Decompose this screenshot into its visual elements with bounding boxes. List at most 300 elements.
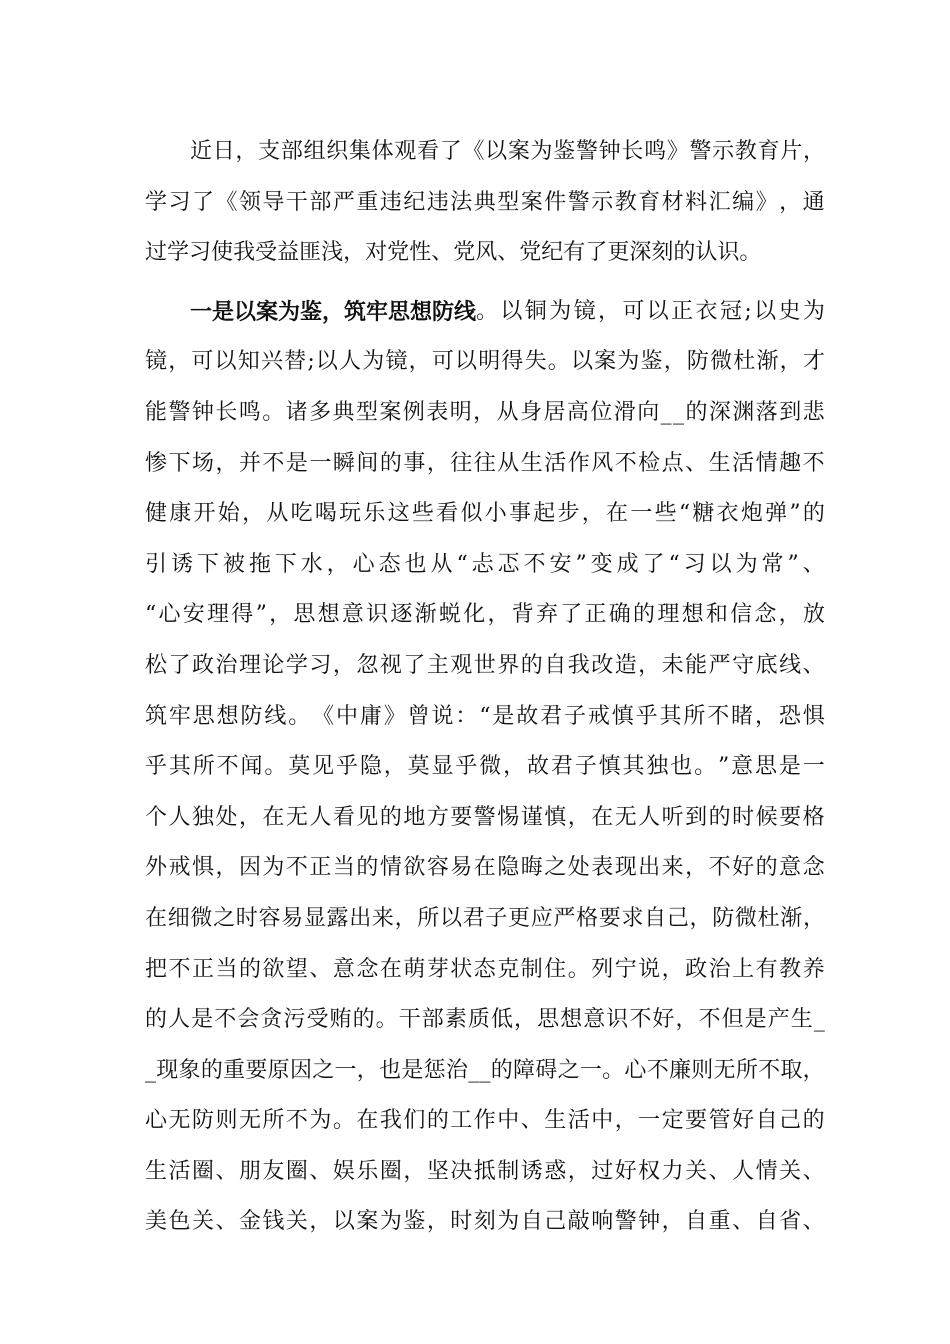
text-char: ： bbox=[455, 703, 478, 729]
text-char: 。 bbox=[262, 399, 285, 425]
text-char: 忽 bbox=[356, 652, 379, 678]
text-char: 态 bbox=[473, 956, 496, 982]
text-char: 为 bbox=[802, 298, 825, 324]
text-char: 作 bbox=[567, 450, 590, 476]
text-char: 底 bbox=[755, 652, 778, 678]
text-char: 居 bbox=[543, 399, 566, 425]
text-char: 引 bbox=[145, 551, 168, 577]
text-char: 。 bbox=[567, 956, 590, 982]
text-char: 也 bbox=[379, 1057, 402, 1083]
text-char: 其 bbox=[622, 754, 645, 780]
text-char: ， bbox=[661, 1209, 684, 1235]
text-char: 线 bbox=[779, 652, 802, 678]
document-body bbox=[145, 127, 825, 1248]
text-char: 鉴 bbox=[553, 139, 576, 164]
text-char: 是 bbox=[285, 450, 308, 476]
text-char: 心 bbox=[352, 551, 375, 577]
text-char: 的 bbox=[755, 855, 778, 881]
text-char: 不 bbox=[802, 450, 825, 476]
text-char: 镜 bbox=[385, 349, 408, 375]
text-char: 地 bbox=[403, 804, 426, 830]
text-char: 隐 bbox=[497, 855, 520, 881]
text-char: 例 bbox=[402, 399, 425, 425]
text-char: 活 bbox=[544, 450, 567, 476]
text-char: 朋 bbox=[238, 1158, 261, 1184]
text-char: 的 bbox=[490, 1057, 513, 1083]
text-char: 我 bbox=[233, 240, 256, 266]
text-char: 视 bbox=[379, 652, 402, 678]
text-char: 下 bbox=[168, 450, 191, 476]
text-char: 防 bbox=[191, 1108, 214, 1134]
text-char: 出 bbox=[349, 905, 372, 931]
text-char: 治 bbox=[708, 956, 731, 982]
text-char: 人 bbox=[168, 804, 191, 830]
text-char: 念 bbox=[802, 855, 825, 881]
text-char: ” bbox=[718, 754, 730, 780]
text-char: 的 bbox=[379, 804, 402, 830]
text-char: 。 bbox=[694, 754, 717, 780]
text-char: 、 bbox=[215, 1158, 238, 1184]
text-char: 知 bbox=[237, 349, 260, 375]
text-char: 贿 bbox=[329, 1007, 352, 1033]
text-char: 弹 bbox=[765, 501, 788, 527]
text-char: 以 bbox=[485, 139, 508, 164]
text-char: 趣 bbox=[779, 450, 802, 476]
text-char: 点 bbox=[661, 450, 684, 476]
text-char: 。 bbox=[264, 754, 287, 780]
text-char: 时 bbox=[450, 1209, 473, 1235]
text-char: 观 bbox=[450, 652, 473, 678]
text-char: 意 bbox=[731, 754, 754, 780]
text-char: 闻 bbox=[240, 754, 263, 780]
text-char: 钟 bbox=[191, 399, 214, 425]
text-char: 表 bbox=[591, 855, 614, 881]
text-char: 使 bbox=[211, 240, 234, 266]
text-char: 为 bbox=[549, 298, 572, 324]
text-char: 之 bbox=[544, 855, 567, 881]
text-char: 在 bbox=[262, 804, 285, 830]
text-char: 惑 bbox=[544, 1158, 567, 1184]
text-char: 则 bbox=[691, 1057, 714, 1083]
text-char: 态 bbox=[378, 551, 401, 577]
text-char: 质 bbox=[467, 1007, 490, 1033]
text-char: 了 bbox=[642, 551, 665, 577]
text-char: 场 bbox=[191, 450, 214, 476]
text-char: 方 bbox=[426, 804, 449, 830]
text-char: 关 bbox=[285, 1209, 308, 1235]
text-char: 慎 bbox=[611, 703, 634, 729]
text-char: 念 bbox=[754, 602, 777, 628]
text-char: 要 bbox=[450, 804, 473, 830]
text-char: 好 bbox=[732, 855, 755, 881]
text-char: 障 bbox=[513, 1057, 536, 1083]
text-char: 的 bbox=[685, 399, 708, 425]
text-char: 鉴 bbox=[640, 349, 663, 375]
text-char: 意 bbox=[332, 956, 355, 982]
text-char: 在 bbox=[591, 804, 614, 830]
text-char: 从 bbox=[430, 551, 453, 577]
text-char: ， bbox=[343, 240, 366, 266]
text-char: 生 bbox=[520, 450, 543, 476]
text-line bbox=[145, 337, 825, 388]
text-char: 己 bbox=[544, 1209, 567, 1235]
text-char: 活 bbox=[732, 450, 755, 476]
text-char: 易 bbox=[450, 855, 473, 881]
text-char: 为 bbox=[309, 1108, 332, 1134]
text-char: 松 bbox=[145, 652, 168, 678]
text-char: 材 bbox=[661, 189, 684, 215]
text-char: ， bbox=[326, 551, 349, 577]
text-char: ， bbox=[426, 450, 449, 476]
text-char: 君 bbox=[462, 905, 485, 931]
text-char: 现 bbox=[156, 1057, 179, 1083]
text-char: 圈 bbox=[285, 1158, 308, 1184]
text-char: 炮 bbox=[740, 501, 763, 527]
text-char: ” bbox=[255, 602, 267, 628]
text-char: 晦 bbox=[520, 855, 543, 881]
text-line bbox=[145, 843, 825, 894]
text-char: 的 bbox=[520, 652, 543, 678]
text-char: 识 bbox=[606, 1007, 629, 1033]
text-char: 圈 bbox=[191, 1158, 214, 1184]
text-char: 并 bbox=[238, 450, 261, 476]
text-char: 世 bbox=[473, 652, 496, 678]
text-char: 史 bbox=[778, 298, 801, 324]
text-char: ; bbox=[307, 349, 315, 375]
text-char: 些 bbox=[654, 501, 677, 527]
text-char: 不 bbox=[614, 450, 637, 476]
text-line bbox=[145, 945, 825, 996]
text-char: 求 bbox=[621, 905, 644, 931]
text-char: 说 bbox=[638, 956, 661, 982]
text-char: 生 bbox=[708, 450, 731, 476]
text-char: 未 bbox=[661, 652, 684, 678]
text-char: 好 bbox=[732, 1108, 755, 1134]
text-char: 象 bbox=[178, 1057, 201, 1083]
text-char: 过 bbox=[145, 240, 168, 266]
text-char: 自 bbox=[644, 905, 667, 931]
text-char: 在 bbox=[379, 956, 402, 982]
text-char: 人 bbox=[638, 804, 661, 830]
text-char: 》 bbox=[755, 189, 778, 215]
text-char: 显 bbox=[303, 905, 326, 931]
text-char: 以 bbox=[570, 349, 593, 375]
text-char: 之 bbox=[557, 1057, 580, 1083]
text-char: 常 bbox=[761, 551, 784, 577]
text-char: 列 bbox=[591, 956, 614, 982]
text-char: 可 bbox=[431, 349, 454, 375]
text-char: 独 bbox=[191, 804, 214, 830]
text-char: 似 bbox=[460, 501, 483, 527]
text-char: 。 bbox=[332, 1108, 355, 1134]
text-line bbox=[145, 540, 825, 591]
text-char: 身 bbox=[520, 399, 543, 425]
text-char: ， bbox=[503, 754, 526, 780]
text-char: 型 bbox=[355, 399, 378, 425]
text-line bbox=[145, 1197, 825, 1248]
text-char: 了 bbox=[403, 652, 426, 678]
text-char: 不 bbox=[285, 855, 308, 881]
text-char: _ bbox=[673, 399, 685, 425]
text-char: 所 bbox=[192, 754, 215, 780]
text-char: 性 bbox=[409, 240, 432, 266]
text-char: 露 bbox=[326, 905, 349, 931]
text-char: 向 bbox=[637, 399, 660, 425]
text-char: 中 bbox=[497, 1108, 520, 1134]
point-one-paragraph bbox=[145, 287, 825, 1248]
text-line bbox=[145, 228, 825, 279]
text-char: 警 bbox=[575, 139, 598, 164]
text-char: 因 bbox=[238, 855, 261, 881]
text-char: 要 bbox=[685, 1108, 708, 1134]
text-char: 听 bbox=[661, 804, 684, 830]
text-char: “ bbox=[145, 602, 157, 628]
text-char: 观 bbox=[394, 139, 417, 164]
text-char: 格 bbox=[576, 905, 599, 931]
text-char: 从 bbox=[497, 450, 520, 476]
point-one-heading-line bbox=[190, 287, 825, 338]
text-char: 确 bbox=[608, 602, 631, 628]
text-char: 件 bbox=[544, 189, 567, 215]
text-char: 深 bbox=[708, 399, 731, 425]
text-char: 以 bbox=[500, 298, 523, 324]
text-char: 以 bbox=[439, 905, 462, 931]
text-char: 开 bbox=[193, 501, 216, 527]
text-char: 在 bbox=[473, 855, 496, 881]
text-char: 乎 bbox=[635, 703, 658, 729]
text-char: 忑 bbox=[497, 551, 520, 577]
text-char: 意 bbox=[583, 1007, 606, 1033]
text-char: 微 bbox=[479, 754, 502, 780]
text-char: 违 bbox=[379, 189, 402, 215]
text-char: 型 bbox=[497, 189, 520, 215]
text-char: 心 bbox=[158, 602, 181, 628]
text-char: 浅 bbox=[321, 240, 344, 266]
text-char: 以 bbox=[315, 349, 338, 375]
text-char: 乎 bbox=[336, 754, 359, 780]
text-char: 为 bbox=[362, 349, 385, 375]
text-char: 一 bbox=[309, 450, 332, 476]
text-char: 守 bbox=[732, 652, 755, 678]
text-char: ， bbox=[675, 1007, 698, 1033]
text-char: 从 bbox=[266, 501, 289, 527]
text-char: ， bbox=[215, 855, 238, 881]
text-char: 防 bbox=[712, 905, 735, 931]
text-char: 严 bbox=[708, 652, 731, 678]
text-char: 在 bbox=[145, 905, 168, 931]
text-char: 改 bbox=[591, 652, 614, 678]
text-char: ， bbox=[661, 956, 684, 982]
text-char: 部 bbox=[280, 139, 303, 164]
text-char: 色 bbox=[168, 1209, 191, 1235]
text-char: 乎 bbox=[145, 754, 168, 780]
text-char: 为 bbox=[735, 551, 758, 577]
text-char: 干 bbox=[398, 1007, 421, 1033]
text-char: 育 bbox=[757, 139, 780, 164]
text-char: 易 bbox=[281, 905, 304, 931]
text-char: 案 bbox=[520, 189, 543, 215]
text-char: 、 bbox=[520, 1108, 543, 1134]
text-char: 也 bbox=[404, 551, 427, 577]
text-char: 被 bbox=[222, 551, 245, 577]
text-char: 不 bbox=[216, 754, 239, 780]
text-char: 通 bbox=[802, 189, 825, 215]
text-char: 状 bbox=[450, 956, 473, 982]
text-char: 》 bbox=[383, 703, 406, 729]
text-char: 工 bbox=[450, 1108, 473, 1134]
text-char: 的 bbox=[379, 450, 402, 476]
text-char: 萌 bbox=[403, 956, 426, 982]
text-char: 鸣 bbox=[238, 399, 261, 425]
text-char: 严 bbox=[332, 189, 355, 215]
text-char: 故 bbox=[516, 703, 539, 729]
text-char: 体 bbox=[371, 139, 394, 164]
text-char: ， bbox=[309, 1209, 332, 1235]
text-char: 玩 bbox=[339, 501, 362, 527]
text-char: 的 bbox=[708, 804, 731, 830]
text-char: 一 bbox=[334, 1057, 357, 1083]
text-char: 、 bbox=[732, 1209, 755, 1235]
text-char: 衣 bbox=[716, 501, 739, 527]
text-char: 睹 bbox=[731, 703, 754, 729]
text-char: 教 bbox=[734, 139, 757, 164]
text-char: 之 bbox=[213, 905, 236, 931]
text-char: 了 bbox=[560, 602, 583, 628]
text-char: 识 bbox=[717, 240, 740, 266]
text-char: 君 bbox=[540, 703, 563, 729]
text-char: _ bbox=[813, 1007, 825, 1033]
text-char: 子 bbox=[574, 754, 597, 780]
text-char: 看 bbox=[417, 139, 440, 164]
text-char: 在 bbox=[606, 501, 629, 527]
text-char: 间 bbox=[356, 450, 379, 476]
text-char: 明 bbox=[478, 349, 501, 375]
text-char: 理 bbox=[207, 602, 230, 628]
text-char: 也 bbox=[670, 754, 693, 780]
text-char: 案 bbox=[507, 139, 530, 164]
text-char: 以 bbox=[646, 298, 669, 324]
text-char: 不 bbox=[168, 956, 191, 982]
text-char: 匪 bbox=[299, 240, 322, 266]
text-char: 主 bbox=[426, 652, 449, 678]
text-char: 不 bbox=[758, 1057, 781, 1083]
text-char: 处 bbox=[567, 855, 590, 881]
text-char: 心 bbox=[624, 1057, 647, 1083]
text-char: 人 bbox=[732, 1158, 755, 1184]
text-char: 人 bbox=[309, 804, 332, 830]
text-char: 为 bbox=[379, 1209, 402, 1235]
text-char: 看 bbox=[436, 501, 459, 527]
text-char: 的 bbox=[352, 1007, 375, 1033]
text-char: 想 bbox=[681, 602, 704, 628]
text-char: 过 bbox=[591, 1158, 614, 1184]
text-char: 育 bbox=[638, 189, 661, 215]
text-char: 多 bbox=[309, 399, 332, 425]
text-char: 坚 bbox=[426, 1158, 449, 1184]
text-char: 意 bbox=[341, 602, 364, 628]
text-char: 重 bbox=[223, 1057, 246, 1083]
text-char: 不 bbox=[698, 1007, 721, 1033]
text-char: 无 bbox=[614, 804, 637, 830]
text-char: 莫 bbox=[407, 754, 430, 780]
text-char: 生 bbox=[544, 1108, 567, 1134]
text-char: 贪 bbox=[260, 1007, 283, 1033]
text-char: 《 bbox=[312, 703, 335, 729]
text-char: ; bbox=[744, 298, 752, 324]
text-char: 金 bbox=[238, 1209, 261, 1235]
text-char: 思 bbox=[754, 754, 777, 780]
text-char: 悲 bbox=[802, 399, 825, 425]
text-char: 力 bbox=[661, 1158, 684, 1184]
text-char: 候 bbox=[755, 804, 778, 830]
text-char: 习 bbox=[683, 551, 706, 577]
text-char: 所 bbox=[683, 703, 706, 729]
text-char: 长 bbox=[621, 139, 644, 164]
text-char: 为 bbox=[530, 139, 553, 164]
text-char: 教 bbox=[614, 189, 637, 215]
text-char: 自 bbox=[755, 1108, 778, 1134]
text-char: 。 bbox=[602, 1057, 625, 1083]
text-char: 作 bbox=[473, 1108, 496, 1134]
text-char: 治 bbox=[445, 1057, 468, 1083]
text-char: 好 bbox=[614, 1158, 637, 1184]
point-one-heading: 一是以案为鉴，筑牢思想防线 bbox=[190, 298, 477, 325]
text-char: 重 bbox=[708, 1209, 731, 1235]
text-char: 正 bbox=[191, 956, 214, 982]
text-char: 得 bbox=[501, 349, 524, 375]
text-char: 示 bbox=[712, 139, 735, 164]
text-char: 《 bbox=[215, 189, 238, 215]
text-char: ， bbox=[567, 804, 590, 830]
text-char: ， bbox=[802, 1057, 825, 1083]
text-char: 风 bbox=[475, 240, 498, 266]
text-char: 是 bbox=[778, 754, 801, 780]
text-char: 其 bbox=[659, 703, 682, 729]
text-char: ” bbox=[789, 501, 801, 527]
text-char: 一 bbox=[802, 754, 825, 780]
text-char: 以 bbox=[754, 298, 777, 324]
text-char: 养 bbox=[802, 956, 825, 982]
text-char: 才 bbox=[802, 349, 825, 375]
text-line bbox=[145, 178, 825, 229]
text-char: 部 bbox=[421, 1007, 444, 1033]
text-char: ” bbox=[787, 551, 799, 577]
text-char: 线 bbox=[264, 703, 287, 729]
text-char: 活 bbox=[567, 1108, 590, 1134]
text-char: 《 bbox=[462, 139, 485, 164]
text-char: 污 bbox=[283, 1007, 306, 1033]
text-char: 风 bbox=[591, 450, 614, 476]
text-char: 诱 bbox=[520, 1158, 543, 1184]
text-char: 廉 bbox=[668, 1057, 691, 1083]
text-char: 当 bbox=[332, 855, 355, 881]
text-char: 人 bbox=[168, 1007, 191, 1033]
text-char: 法 bbox=[450, 189, 473, 215]
text-char: 往 bbox=[473, 450, 496, 476]
text-char: 始 bbox=[217, 501, 240, 527]
text-char: 、 bbox=[802, 652, 825, 678]
text-line bbox=[145, 995, 825, 1046]
text-char: 》 bbox=[666, 139, 689, 164]
text-char: 的 bbox=[802, 501, 825, 527]
text-char: 细 bbox=[167, 905, 190, 931]
text-char: 独 bbox=[646, 754, 669, 780]
text-char: 不 bbox=[708, 855, 731, 881]
text-char: ， bbox=[168, 349, 191, 375]
text-char: 会 bbox=[237, 1007, 260, 1033]
text-char: 滑 bbox=[613, 399, 636, 425]
text-char: _ bbox=[468, 1057, 480, 1083]
